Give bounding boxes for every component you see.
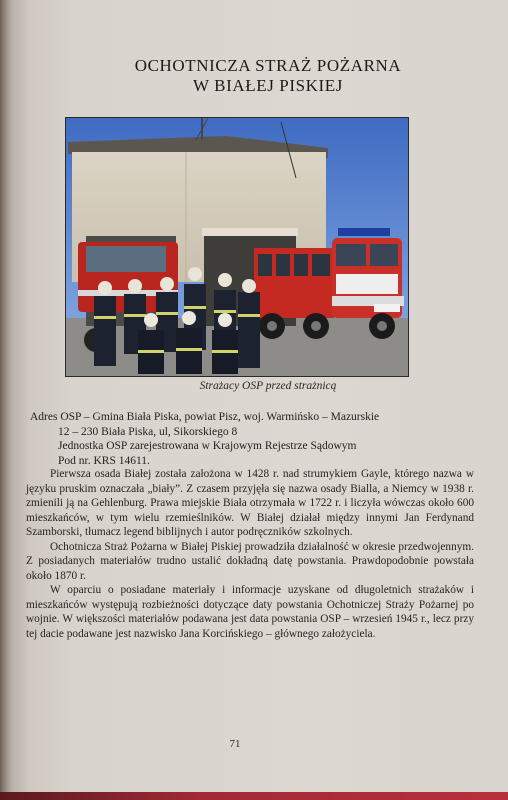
book-cover-edge (0, 792, 508, 800)
title-line-1: OCHOTNICZA STRAŻ POŻARNA (134, 56, 402, 75)
paragraph: Ochotnicza Straż Pożarna w Białej Piskiej prowadziła działalność w okresie przedwojennym. Z posiadanych materiałów trudno ustalić dokładną datę powstania. Prawdopodobnie powstała około 1870 r. (26, 540, 474, 582)
page-title (40, 56, 496, 96)
address-line-2: 12 – 230 Biała Piska, ul, Sikorskiego 8 (58, 425, 238, 438)
paragraph: W oparciu o posiadane materiały i informacje uzyskane od długoletnich strażaków i mieszkańców występują rozbieżności dotyczące daty powstania Ochotniczej Straży Pożarnej po wojnie. W większości materiałów podawana jest data powstania OSP – wrzesień 1945 r., lecz przy tej dacie podawane jest nazwisko Jana Korcińskiego – głównego założyciela. (26, 584, 474, 640)
title-line-2: W BIAŁEJ PISKIEJ (192, 76, 343, 95)
paragraph: Pierwsza osada Białej została założona w 1428 r. nad strumykiem Gayle, którego nazwa w języku pruskim oznaczała „biały”. Z czasem przyjęła się nazwa osady Bialla, a Niemcy w 1938 r. zmienili ją na Gehlenburg. Prawa miejskie Biała otrzymała w 1722 r. i liczyła wówczas około 600 mieszkańców, w tym wielu rzemieślników. W Białej działał między innymi Jan Ferdynand Szamborski, tłumacz legend biblijnych i autor podręczników szkolnych. (26, 468, 474, 538)
fire-station-photo (65, 117, 409, 377)
address-block (30, 410, 470, 468)
address-line-3: Jednostka OSP zarejestrowana w Krajowym Rejestrze Sądowym (58, 440, 357, 452)
address-line-1: Adres OSP – Gmina Biała Piska, powiat Pisz, woj. Warmińsko – Mazurskie (30, 411, 380, 423)
page-number: 71 (229, 738, 241, 750)
photo-caption: Strażacy OSP przed strażnicą (199, 380, 337, 392)
body-text (26, 467, 474, 641)
address-line-4: Pod nr. KRS 14611. (58, 454, 150, 467)
